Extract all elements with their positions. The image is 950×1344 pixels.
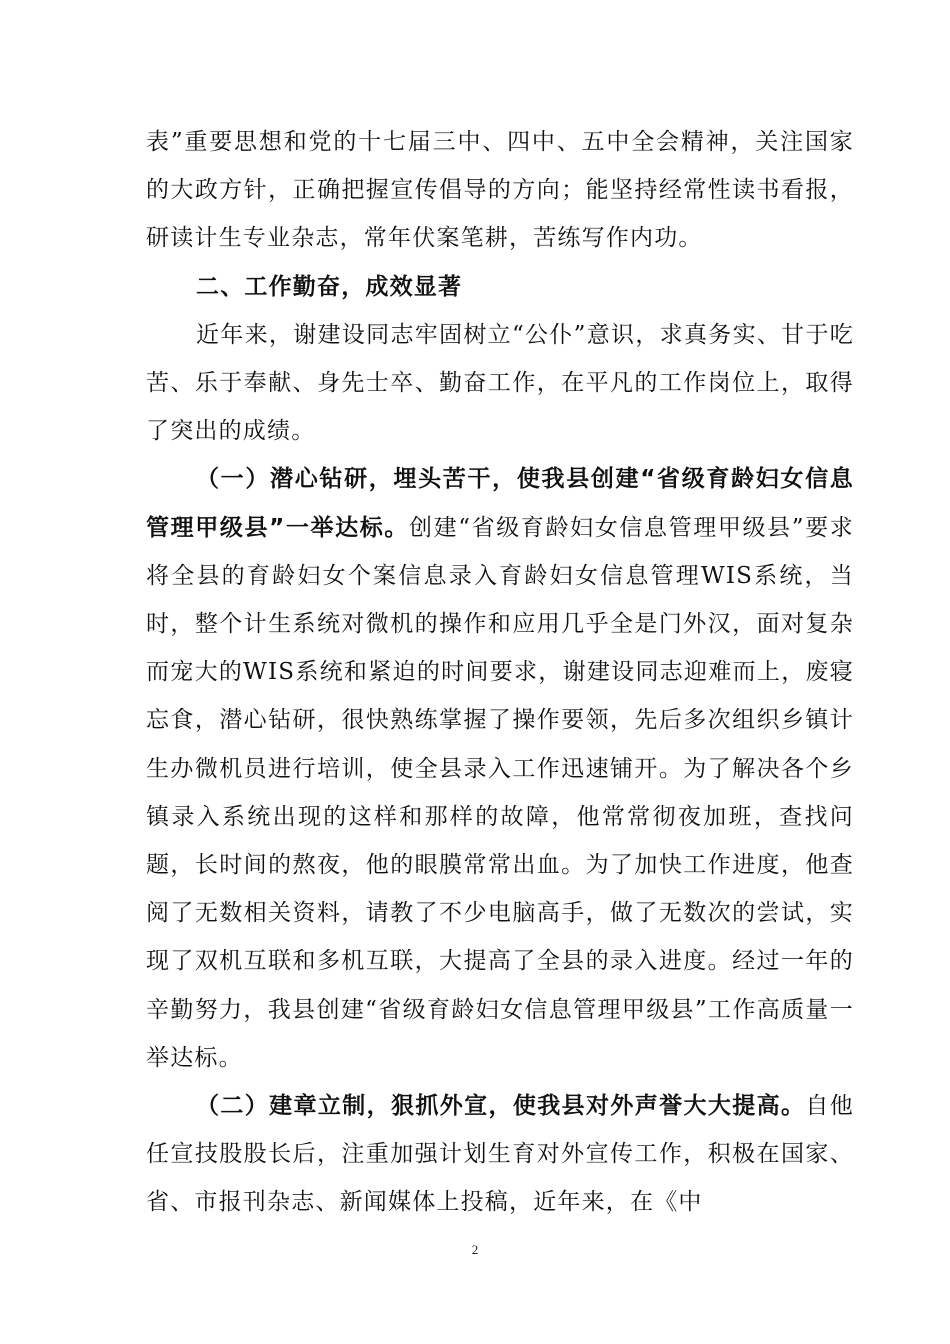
section-heading	[146, 263, 854, 311]
paragraph-text: 自他任宣技股股长后，注重加强计划生育对外宣传工作，积极在国家、省、市报刊杂志、新闻媒体上投稿，近年来，在《中	[146, 1093, 854, 1216]
paragraph-text: 表”重要思想和党的十七届三中、四中、五中全会精神，关注国家的大政方针，正确把握宣传倡导的方向；能坚持经常性读书看报，研读计生专业杂志，常年伏案笔耕，苦练写作内功。	[146, 129, 854, 252]
paragraph-subsection-1	[146, 455, 854, 1082]
paragraph-continuation	[146, 118, 854, 263]
subsection-title: （二）建章立制，狠抓外宣，使我县对外声誉大大提高。	[196, 1093, 806, 1120]
subsection-title: （一）潜心钻研，埋头苦干，使我县创建“省级育龄妇女信息管理甲级县”一举达标。	[146, 466, 854, 541]
section-heading-text: 二、工作勤奋，成效显著	[196, 273, 463, 300]
paragraph-text: 创建“省级育龄妇女信息管理甲级县”要求将全县的育龄妇女个案信息录入育龄妇女信息管理WIS系统，当时，整个计生系统对微机的操作和应用几乎全是门外汉，面对复杂而宠大的WIS系统和紧迫的时间要求，谢建设同志迎难而上，废寝忘食，潜心钻研，很快熟练掌握了操作要领，先后多次组织乡镇计生办微机员进行培训，使全县录入工作迅速铺开。为了解决各个乡镇录入系统出现的这样和那样的故障，他常常彻夜加班，查找问题，长时间的熬夜，他的眼膜常常出血。为了加快工作进度，他查阅了无数相关资料，请教了不少电脑高手，做了无数次的尝试，实现了双机互联和多机互联，大提高了全县的录入进度。经过一年的辛勤努力，我县创建“省级育龄妇女信息管理甲级县”工作高质量一举达标。	[146, 514, 854, 1071]
paragraph-text: 近年来，谢建设同志牢固树立“公仆”意识，求真务实、甘于吃苦、乐于奉献、身先士卒、勤奋工作，在平凡的工作岗位上，取得了突出的成绩。	[146, 321, 854, 445]
paragraph-intro	[146, 311, 854, 456]
document-body	[146, 118, 854, 1227]
page-number: 2	[471, 1242, 479, 1257]
paragraph-subsection-2	[146, 1082, 854, 1227]
